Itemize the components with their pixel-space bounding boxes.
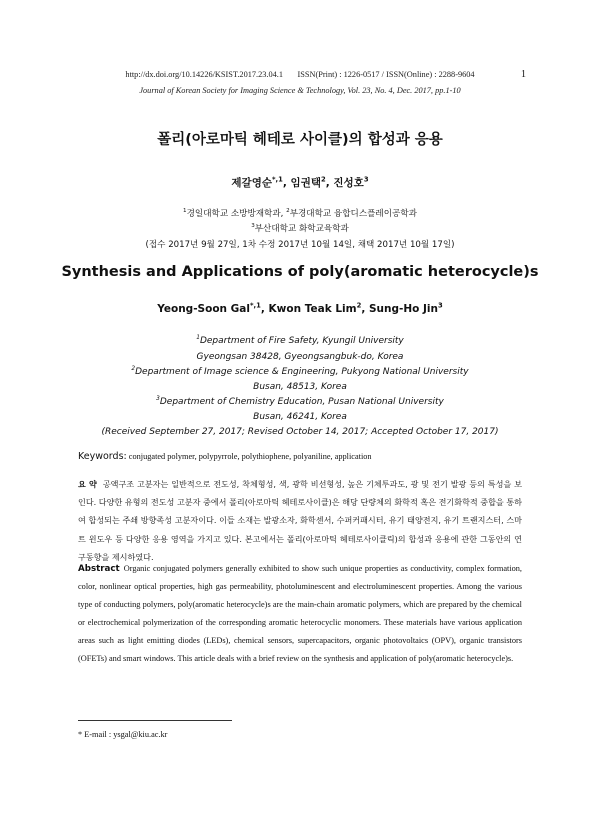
korean-abstract xyxy=(78,475,522,566)
english-abstract-text: Organic conjugated polymers generally exhibited to show such unique properties as conductivity, complex formation, color, nonlinear optical properties, high gas permeability, photoluminescent and electroluminescent properties. Among the various type of conducting polymers, poly(aromatic heterocycle)s are the main-chain aromatic polymers, which are prepared by the chemical or electrochemical polymerization of the corresponding aromatic heterocyclic monomers. These materials have various application areas such as light emitting diodes (LEDs), chemical sensors, supercapacitors, organic photovoltaics (OPV), organic transistors (OFETs) and smart windows. This article deals with a brief review on the synthesis and application of poly(aromatic heterocycle)s. xyxy=(78,564,522,664)
english-affiliation-line xyxy=(0,397,600,407)
author-name: 임권택 xyxy=(290,177,321,189)
aff-text: Busan, 46241, Korea xyxy=(253,412,347,422)
aff-sup: 2 xyxy=(286,208,290,215)
aff-text: 부산대학교 화학교육학과 xyxy=(254,224,349,234)
korean-abstract-label: 요 약 xyxy=(78,479,97,489)
aff-sup: 2 xyxy=(131,366,136,372)
author-sup: 2 xyxy=(320,175,326,184)
korean-affiliation-2 xyxy=(0,222,600,234)
author-separator: , xyxy=(260,303,269,315)
aff-sup: 1 xyxy=(196,335,200,341)
author-sup: 2 xyxy=(356,301,362,310)
english-dates: (Received September 27, 2017; Revised October 14, 2017; Accepted October 17, 2017) xyxy=(101,427,499,437)
korean-abstract-text: 공액구조 고분자는 일반적으로 전도성, 착체형성, 색, 광학 비선형성, 높은 기체투과도, 광 및 전기 발광 등의 특성을 보인다. 다양한 유형의 전도성 고분자 중에서 폴리(아로마틱 헤테로사이클)은 해당 단량체의 화학적 혹은 전기화학적 중합을 통하여 합성되는 주쇄 방향족성 고분자이다. 이들 소재는 발광소자, 화학센서, 수퍼커패시터, 유기 태양전지, 유기 트랜지스터, 스마트 윈도우 등 다양한 응용 영역을 가지고 있다. 본고에서는 폴리(아로마틱 헤테로사이클릭)의 합성과 응용에 관한 그동안의 연구동향을 제시하였다. xyxy=(78,479,522,562)
author-separator: , xyxy=(282,177,291,189)
keywords-label: Keywords: xyxy=(78,451,127,462)
issn-online: ISSN(Online) : 2288-9604 xyxy=(386,70,475,79)
aff-text: Department of Fire Safety, Kyungil University xyxy=(199,336,404,346)
english-title: Synthesis and Applications of poly(aromatic heterocycle)s xyxy=(61,264,539,280)
doi-link[interactable]: http://dx.doi.org/10.14226/KSIST.2017.23.04.1 xyxy=(125,70,283,79)
author-separator: , xyxy=(361,303,369,315)
author-sup: *,1 xyxy=(271,175,283,184)
korean-affiliation-1 xyxy=(0,207,600,219)
aff-text: 부경대학교 융합디스플레이공학과 xyxy=(289,209,417,219)
keywords xyxy=(78,451,522,462)
author-separator: , xyxy=(325,177,334,189)
author-sup: 3 xyxy=(438,301,443,310)
english-affiliation-line xyxy=(0,382,600,392)
aff-text: Department of Image science & Engineering, Pukyong National University xyxy=(135,367,469,377)
footnote-divider xyxy=(78,720,232,721)
author-name: Yeong-Soon Gal xyxy=(157,303,250,315)
aff-text: Department of Chemistry Education, Pusan National University xyxy=(159,397,444,407)
english-affiliation-line xyxy=(0,352,600,362)
aff-sup: 3 xyxy=(251,223,255,230)
aff-text: Busan, 48513, Korea xyxy=(253,382,347,392)
english-authors xyxy=(0,303,600,315)
english-affiliation-line xyxy=(0,336,600,346)
journal-citation: Journal of Korean Society for Imaging Science & Technology, Vol. 23, No. 4, Dec. 2017, pp.1-10 xyxy=(139,86,461,95)
author-name: 제갈영순 xyxy=(231,177,272,189)
aff-sup: 3 xyxy=(156,396,160,402)
english-abstract xyxy=(78,560,522,669)
english-abstract-label: Abstract xyxy=(78,564,120,574)
korean-authors xyxy=(0,175,600,190)
author-name: Sung-Ho Jin xyxy=(368,303,439,315)
doi-issn-line: http://dx.doi.org/10.14226/KSIST.2017.23.04.1 ISSN(Print) : 1226-0517 / ISSN(Online) : 2288-9604 xyxy=(125,70,475,79)
author-name: 진성호 xyxy=(333,177,364,189)
korean-title: 폴리(아로마틱 헤테로 사이클)의 합성과 응용 xyxy=(157,132,443,148)
aff-text: Gyeongsan 38428, Gyeongsangbuk-do, Korea xyxy=(196,352,404,362)
page-number: 1 xyxy=(521,69,526,80)
author-name: Kwon Teak Lim xyxy=(268,303,357,315)
author-sup: *,1 xyxy=(249,301,261,310)
keywords-text: conjugated polymer, polypyrrole, polythiophene, polyaniline, application xyxy=(126,452,372,461)
footnote-email[interactable]: * E-mail : ysgal@kiu.ac.kr xyxy=(78,730,168,739)
aff-sup: 1 xyxy=(183,208,187,215)
issn-print: ISSN(Print) : 1226-0517 xyxy=(297,70,380,79)
author-sup: 3 xyxy=(363,175,369,184)
english-affiliation-line xyxy=(0,412,600,422)
aff-text: 경일대학교 소방방재학과, xyxy=(186,209,287,219)
english-affiliation-line xyxy=(0,367,600,377)
korean-dates: (접수 2017년 9월 27일, 1차 수정 2017년 10월 14일, 채택 2017년 10월 17일) xyxy=(145,240,455,250)
